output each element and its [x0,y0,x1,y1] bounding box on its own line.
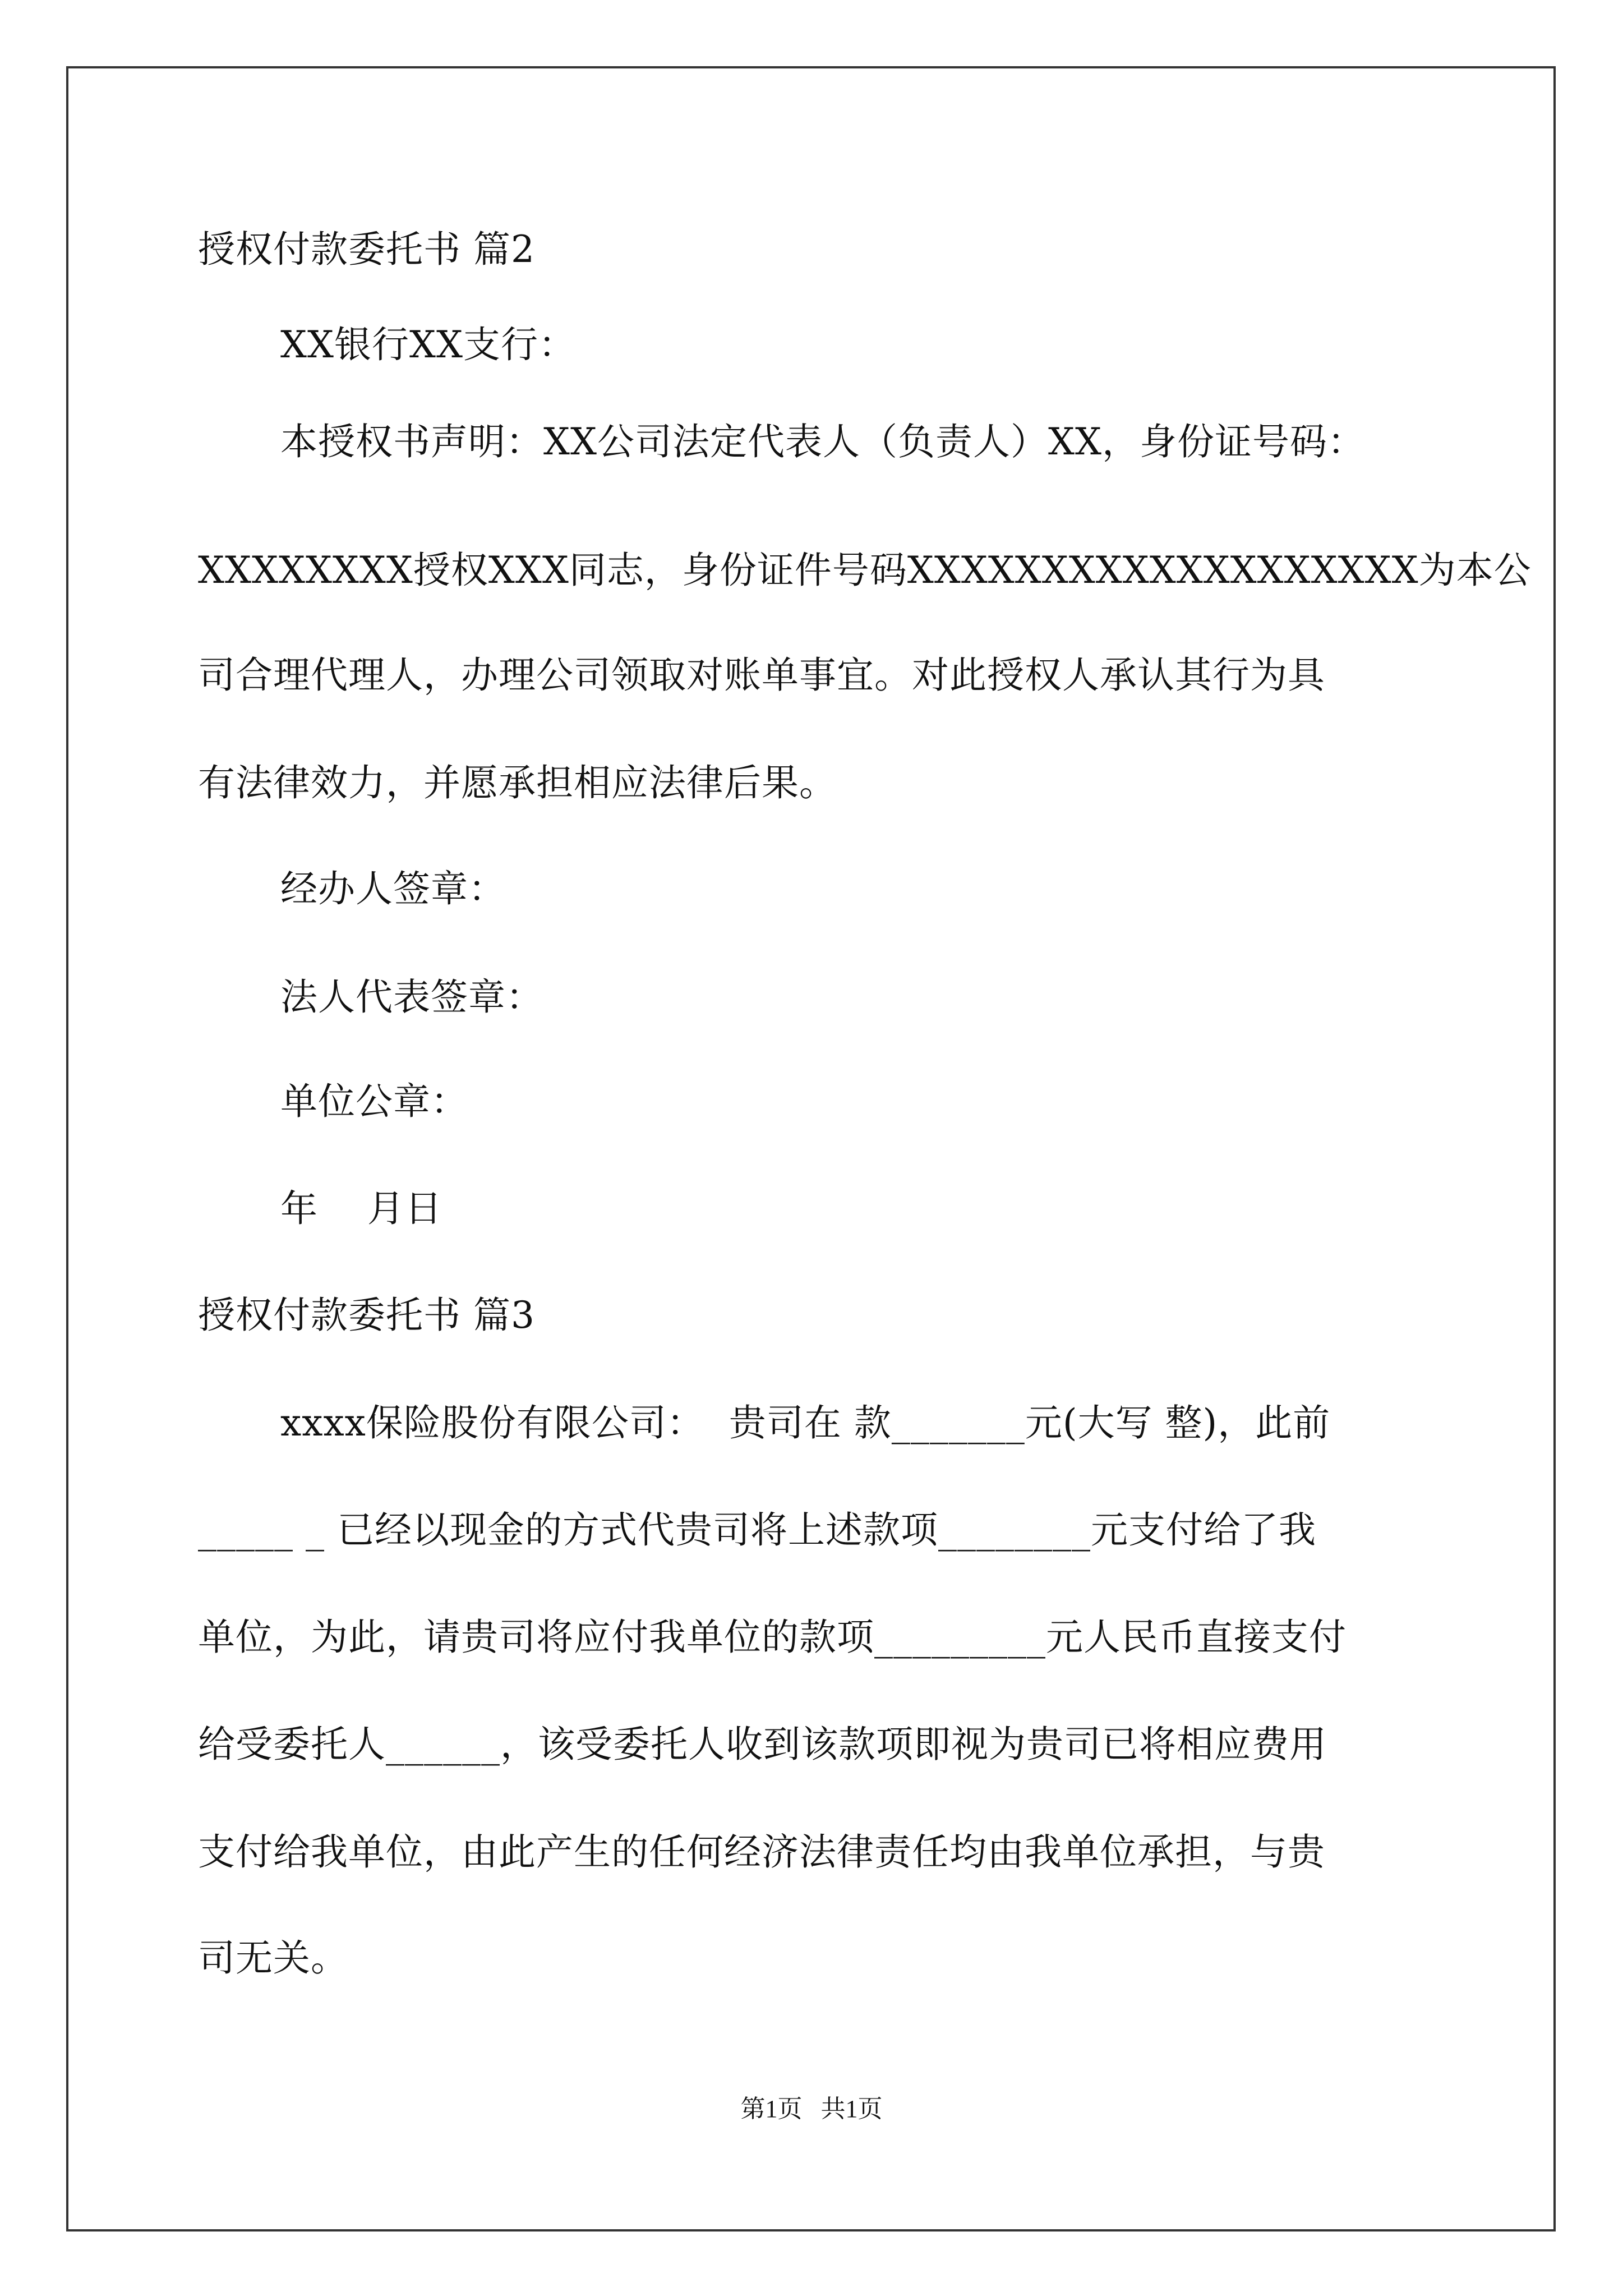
section2-body-line: 司合理代理人，办理公司领取对账单事宜。对此授权人承认其行为具 [198,654,1325,697]
section3-body-line: xxxx保险股份有限公司： 贵司在 款_______元(大写 整)，此前 [280,1401,1331,1444]
handler-sign-label: 经办人签章： [280,867,506,910]
unit-seal-label: 单位公章： [280,1080,468,1123]
section2-addressee: XX银行XX支行： [280,323,576,366]
section3-body-line: 支付给我单位，由此产生的任何经济法律责任均由我单位承担，与贵 [198,1830,1325,1874]
page-number-footer: 第1页 共1页 [740,2095,883,2123]
section3-body-line: 司无关。 [198,1936,348,1980]
page-border [66,66,1556,2231]
section2-body-line: 本授权书声明：XX公司法定代表人（负责人）XX，身份证号码： [280,420,1365,463]
legal-rep-sign-label: 法人代表签章： [280,976,543,1019]
section3-body-line: _____ _ 已经以现金的方式代贵司将上述款项________元支付给了我 [198,1508,1316,1552]
date-line: 年 月日 [280,1187,442,1230]
section2-body-line: 有法律效力，并愿承担相应法律后果。 [198,761,837,804]
section2-heading: 授权付款委托书 篇2 [198,228,535,271]
section3-body-line: 单位，为此，请贵司将应付我单位的款项_________元人民币直接支付 [198,1616,1347,1659]
section3-body-line: 给受委托人______，该受委托人收到该款项即视为贵司已将相应费用 [198,1723,1327,1766]
section3-heading: 授权付款委托书 篇3 [198,1294,535,1337]
section2-body-line: XXXXXXXX授权XXX同志，身份证件号码XXXXXXXXXXXXXXXXXXX为本公 [198,549,1532,592]
